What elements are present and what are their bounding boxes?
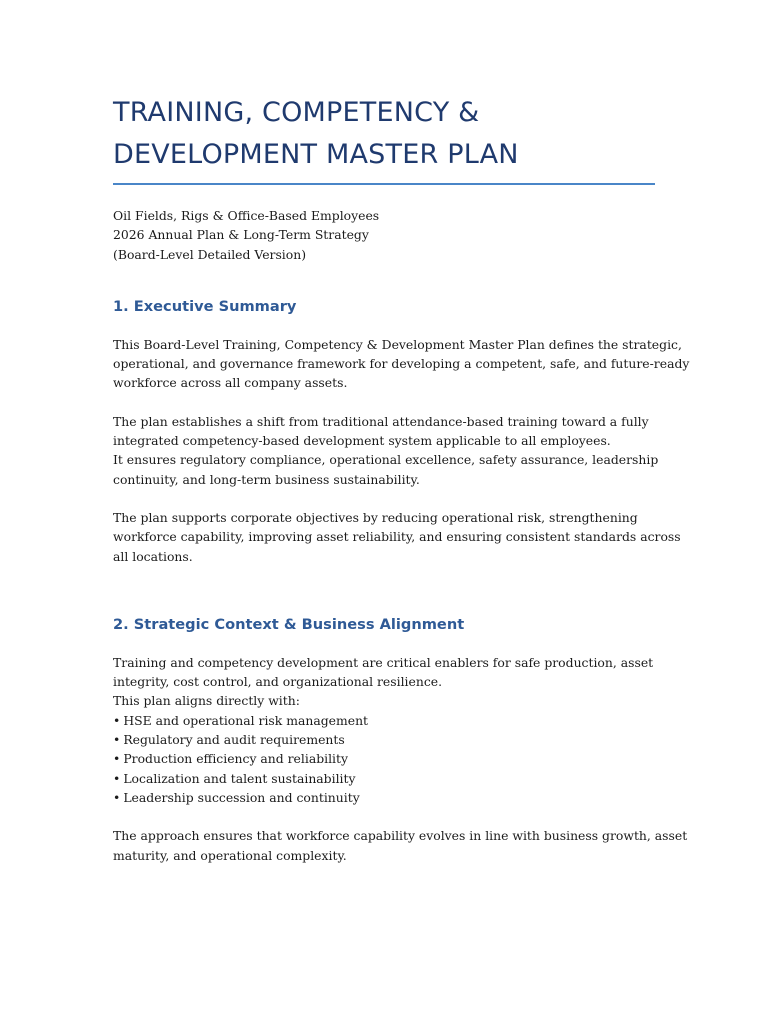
- bullet-icon: •: [113, 770, 121, 786]
- paragraph-line: This plan aligns directly with:: [113, 693, 300, 709]
- paragraph-line: continuity, and long-term business sustainability.: [113, 471, 420, 487]
- executive-summary-paragraph: [113, 412, 659, 489]
- paragraph-line: all locations.: [113, 548, 193, 564]
- bullet-icon: •: [113, 712, 121, 728]
- alignment-bullet-list: [113, 711, 655, 807]
- section-heading-strategic-context: 2. Strategic Context & Business Alignment: [113, 615, 465, 633]
- strategic-context-intro: [113, 653, 655, 711]
- list-item-text: HSE and operational risk management: [123, 712, 369, 728]
- list-item-text: Regulatory and audit requirements: [123, 732, 345, 748]
- section-heading-executive-summary: 1. Executive Summary: [113, 297, 297, 315]
- list-item: [113, 788, 655, 807]
- list-item: [113, 749, 655, 768]
- document-title-line: DEVELOPMENT MASTER PLAN: [113, 139, 519, 170]
- paragraph-line: The plan establishes a shift from traditional attendance-based training toward a fully: [113, 413, 649, 429]
- strategic-context-closing: [113, 826, 688, 865]
- list-item: [113, 769, 655, 788]
- paragraph-line: workforce across all company assets.: [113, 375, 348, 391]
- list-item-text: Localization and talent sustainability: [123, 770, 356, 786]
- list-item: [113, 730, 655, 749]
- title-divider: [113, 183, 655, 185]
- paragraph-line: The plan supports corporate objectives by reducing operational risk, strengthening: [113, 509, 638, 525]
- executive-summary-paragraph: [113, 508, 681, 566]
- document-title: [113, 92, 655, 176]
- document-page: [113, 92, 690, 865]
- paragraph-line: operational, and governance framework for developing a competent, safe, and future-ready: [113, 356, 690, 372]
- paragraph-line: integrity, cost control, and organizational resilience.: [113, 674, 443, 690]
- paragraph-line: workforce capability, improving asset reliability, and ensuring consistent standards across: [113, 529, 681, 545]
- list-item-text: Production efficiency and reliability: [123, 751, 349, 767]
- document-subtitle-block: [113, 206, 655, 264]
- paragraph-line: The approach ensures that workforce capability evolves in line with business growth, asset: [113, 828, 688, 844]
- paragraph-line: maturity, and operational complexity.: [113, 847, 347, 863]
- paragraph-line: This Board-Level Training, Competency & Development Master Plan defines the strategic,: [113, 336, 682, 352]
- subtitle-version: (Board-Level Detailed Version): [113, 246, 307, 262]
- bullet-icon: •: [113, 789, 121, 805]
- subtitle-scope: Oil Fields, Rigs & Office-Based Employees: [113, 208, 380, 223]
- paragraph-line: It ensures regulatory compliance, operational excellence, safety assurance, leadership: [113, 452, 659, 468]
- list-item: [113, 711, 655, 730]
- executive-summary-paragraph: [113, 335, 690, 393]
- bullet-icon: •: [113, 751, 121, 767]
- list-item-text: Leadership succession and continuity: [123, 789, 360, 805]
- paragraph-line: integrated competency-based development system applicable to all employees.: [113, 433, 611, 449]
- subtitle-plan-period: 2026 Annual Plan & Long-Term Strategy: [113, 227, 369, 243]
- bullet-icon: •: [113, 732, 121, 748]
- document-title-line: TRAINING, COMPETENCY &: [113, 97, 480, 128]
- paragraph-line: Training and competency development are critical enablers for safe production, asset: [113, 654, 654, 670]
